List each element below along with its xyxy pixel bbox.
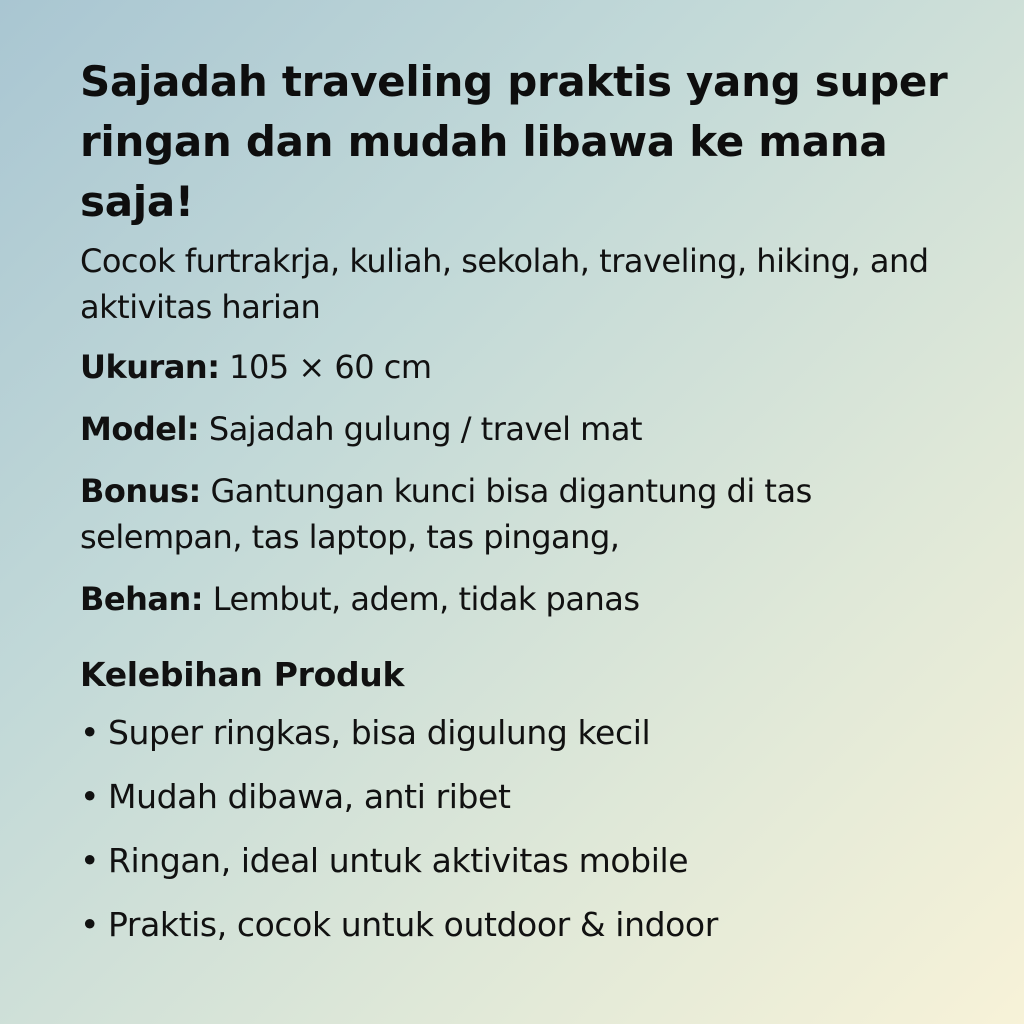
subtitle: Cocok furtrakrja, kuliah, sekolah, traveling, hiking, and aktivitas harian [80, 242, 929, 326]
spec-size [80, 344, 990, 390]
bullet-icon: • [80, 713, 100, 752]
spec-size-value: 105 × 60 cm [219, 348, 432, 386]
bullet-icon: • [80, 777, 100, 816]
spec-bonus-key: Bonus: [80, 472, 201, 510]
spec-bonus [80, 468, 840, 560]
product-description [80, 52, 990, 966]
benefit-item [80, 838, 990, 884]
benefit-item [80, 902, 990, 948]
bullet-icon: • [80, 905, 100, 944]
spec-material-key: Behan: [80, 580, 204, 618]
bullet-icon: • [80, 841, 100, 880]
benefit-text: Mudah dibawa, anti ribet [108, 777, 511, 816]
spec-material-value: Lembut, adem, tidak panas [203, 580, 640, 618]
benefit-text: Praktis, cocok untuk outdoor & indoor [108, 905, 718, 944]
benefit-text: Super ringkas, bisa digulung kecil [108, 713, 651, 752]
benefit-item [80, 774, 990, 820]
spec-size-key: Ukuran: [80, 348, 220, 386]
benefit-text: Ringan, ideal untuk aktivitas mobile [108, 841, 689, 880]
spec-model [80, 406, 990, 452]
page-title: Sajadah traveling praktis yang super ringan dan mudah libawa ke mana saja! [80, 57, 948, 226]
benefits-list [80, 710, 990, 948]
benefits-title: Kelebihan Produk [80, 655, 405, 694]
benefit-item [80, 710, 990, 756]
spec-model-value: Sajadah gulung / travel mat [199, 410, 642, 448]
spec-model-key: Model: [80, 410, 200, 448]
spec-material [80, 576, 990, 622]
spec-bonus-value: Gantungan kunci bisa digantung di tas selempan, tas laptop, tas pingang, [80, 472, 812, 556]
